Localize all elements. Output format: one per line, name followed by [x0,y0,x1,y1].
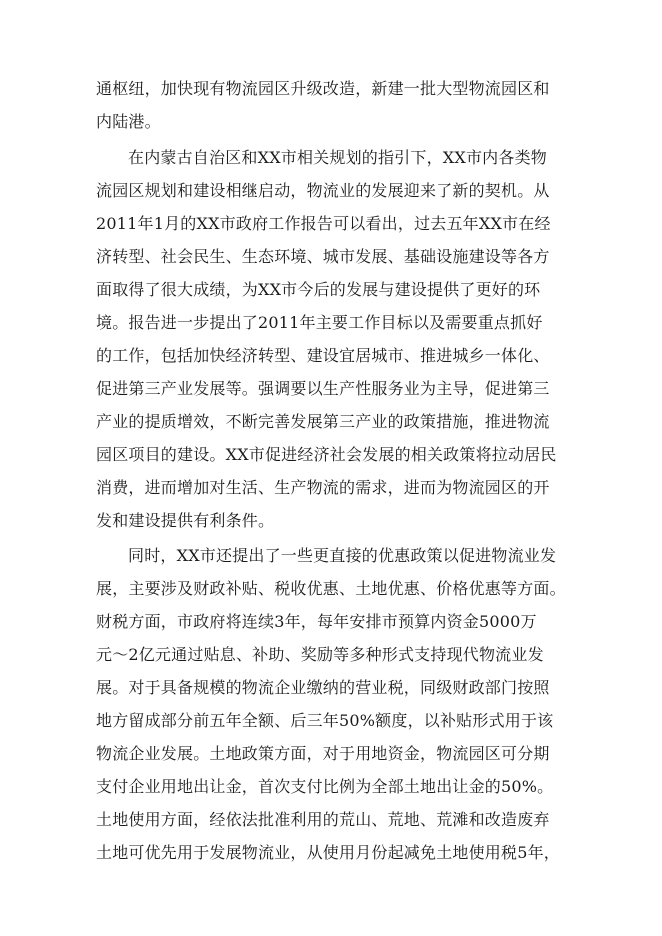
text-line: 2011年1月的XX市政府工作报告可以看出，过去五年XX市在经 [96,214,551,233]
text-line: 产业的提质增效，不断完善发展第三产业的政策措施，推进物流 [96,412,550,431]
text-line: 展，主要涉及财政补贴、税收优惠、土地优惠、价格优惠等方面。 [96,579,566,598]
text-line: 土地使用方面，经依法批准利用的荒山、荒地、荒滩和改造废弃 [96,810,550,829]
text-line: 土地可优先用于发展物流业，从使用月份起减免土地使用税5年， [96,843,560,862]
text-line: 的工作，包括加快经济转型、建设宜居城市、推进城乡一体化、 [96,346,550,365]
text-line: 促进第三产业发展等。强调要以生产性服务业为主导，促进第三 [96,379,550,398]
text-line: 园区项目的建设。XX市促进经济社会发展的相关政策将拉动居民 [96,445,557,464]
paragraph-start-line: 同时，XX市还提出了一些更直接的优惠政策以促进物流业发 [128,546,557,565]
text-line: 物流企业发展。土地政策方面，对于用地资金，物流园区可分期 [96,744,550,763]
text-line: 消费，进而增加对生活、生产物流的需求，进而为物流园区的开 [96,478,550,497]
text-line: 面取得了很大成绩，为XX市今后的发展与建设提供了更好的环 [96,280,541,299]
text-line: 展。对于具备规模的物流企业缴纳的营业税，同级财政部门按照 [96,678,550,697]
text-line: 发和建设提供有利条件。 [96,511,275,530]
text-line: 元～2亿元通过贴息、补助、奖励等多种形式支持现代物流业发 [96,645,544,664]
text-line: 济转型、社会民生、生态环境、城市发展、基础设施建设等各方 [96,247,550,266]
text-line: 支付企业用地出让金，首次支付比例为全部土地出让金的50%。 [96,777,554,796]
text-line: 流园区规划和建设相继启动，物流业的发展迎来了新的契机。从 [96,181,550,200]
text-line: 通枢纽，加快现有物流园区升级改造，新建一批大型物流园区和 [96,79,550,98]
text-line: 地方留成部分前五年全额、后三年50%额度，以补贴形式用于该 [96,711,554,730]
text-line: 内陆港。 [96,112,161,131]
text-line: 财税方面，市政府将连续3年，每年安排市预算内资金5000万 [96,612,537,631]
paragraph-start-line: 在内蒙古自治区和XX市相关规划的指引下，XX市内各类物 [128,148,547,167]
text-line: 境。报告进一步提出了2011年主要工作目标以及需要重点抓好 [96,313,543,332]
